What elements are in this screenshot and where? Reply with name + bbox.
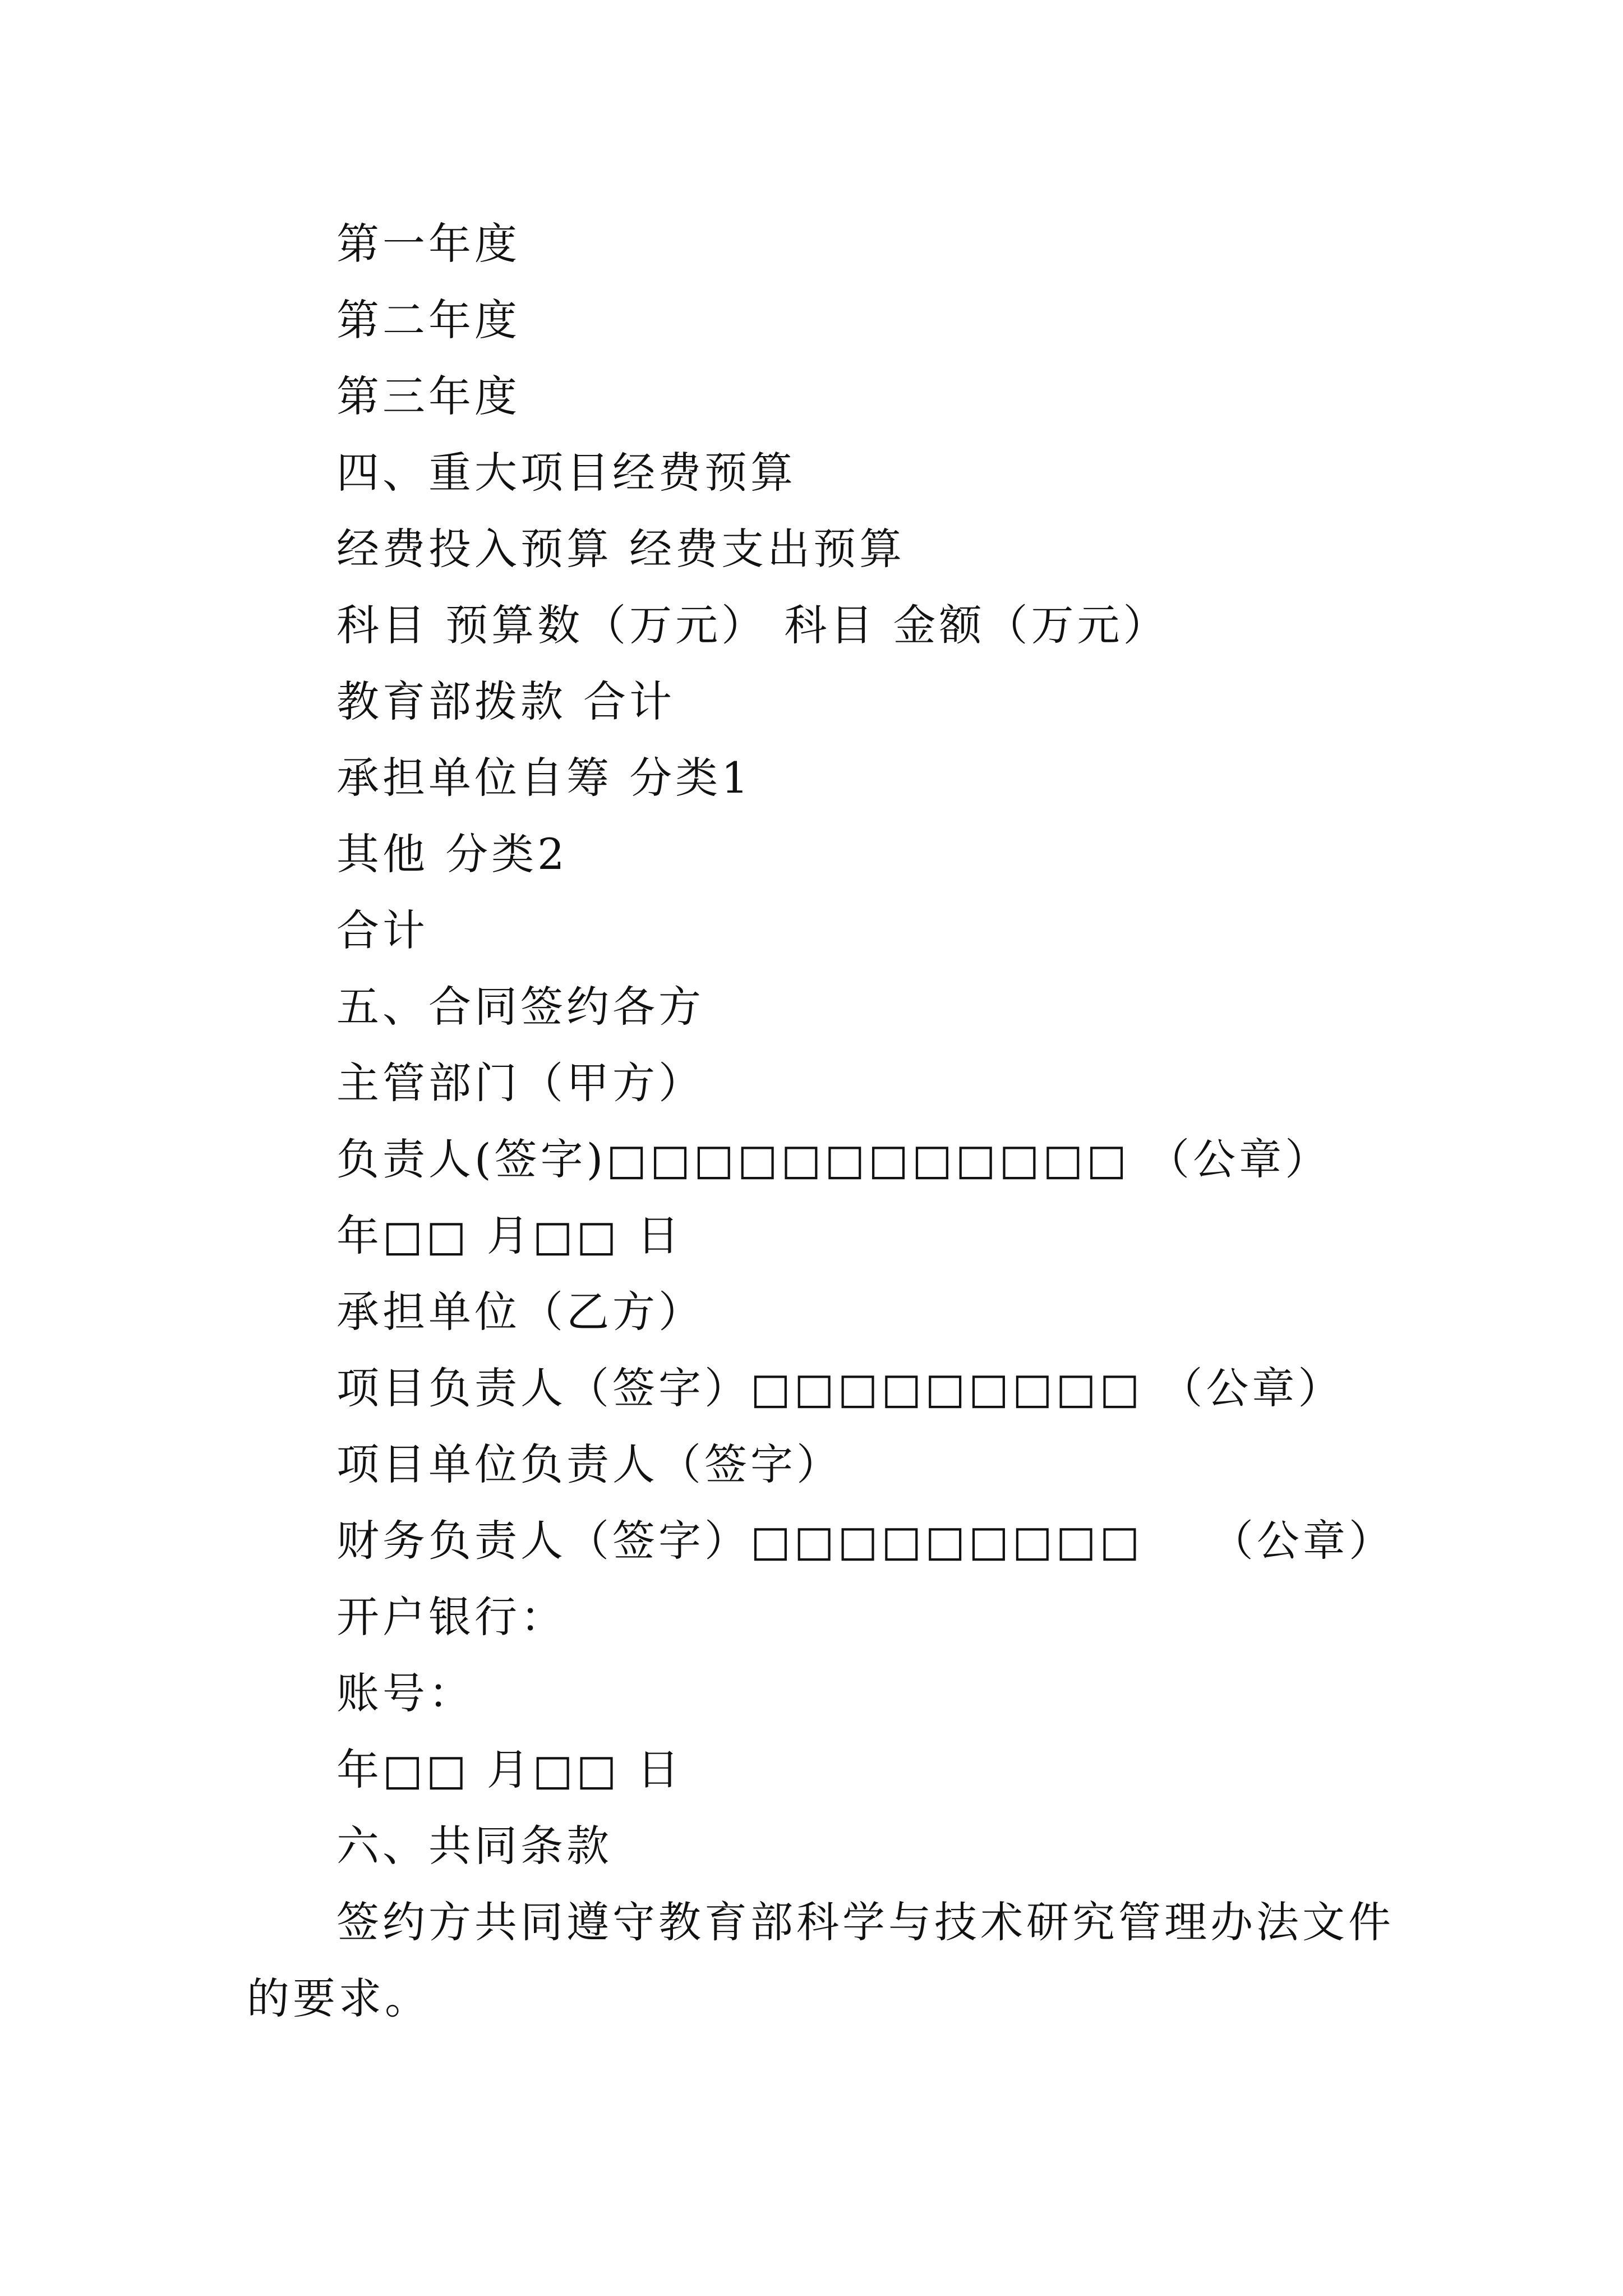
line-self-funding: 承担单位自筹 分类1 [336, 753, 752, 803]
line-party-a-date: 年□□ 月□□ 日 [336, 1211, 683, 1260]
paragraph-common-terms-line-1: 签约方共同遵守教育部科学与技术研究管理办法文件 [336, 1897, 1394, 1947]
line-year-1: 第一年度 [336, 219, 520, 269]
section-heading-5: 五、合同签约各方 [336, 982, 704, 1032]
line-project-leader-signature: 项目负责人（签字）□□□□□□□□□ （公章） [336, 1363, 1344, 1413]
line-account: 账号： [336, 1668, 474, 1718]
line-party-a: 主管部门（甲方） [336, 1058, 704, 1108]
line-other-funding: 其他 分类2 [336, 829, 568, 879]
line-party-b-date: 年□□ 月□□ 日 [336, 1745, 683, 1795]
section-heading-6: 六、共同条款 [336, 1821, 612, 1871]
line-year-3: 第三年度 [336, 371, 520, 421]
line-year-2: 第二年度 [336, 295, 520, 345]
section-heading-4: 四、重大项目经费预算 [336, 448, 796, 498]
line-budget-headers: 经费投入预算 经费支出预算 [336, 524, 906, 574]
line-bank: 开户银行： [336, 1592, 566, 1642]
line-unit-leader-signature: 项目单位负责人（签字） [336, 1439, 842, 1489]
line-party-a-signature: 负责人(签字)□□□□□□□□□□□□ （公章） [336, 1134, 1331, 1184]
line-moe-funding: 教育部拨款 合计 [336, 677, 676, 726]
paragraph-common-terms-line-2: 的要求。 [247, 1973, 431, 2023]
line-budget-columns: 科目 预算数（万元） 科目 金额（万元） [336, 600, 1169, 650]
line-party-b: 承担单位（乙方） [336, 1287, 704, 1337]
line-finance-leader-signature: 财务负责人（签字）□□□□□□□□□ （公章） [336, 1516, 1395, 1566]
line-total: 合计 [336, 905, 428, 955]
